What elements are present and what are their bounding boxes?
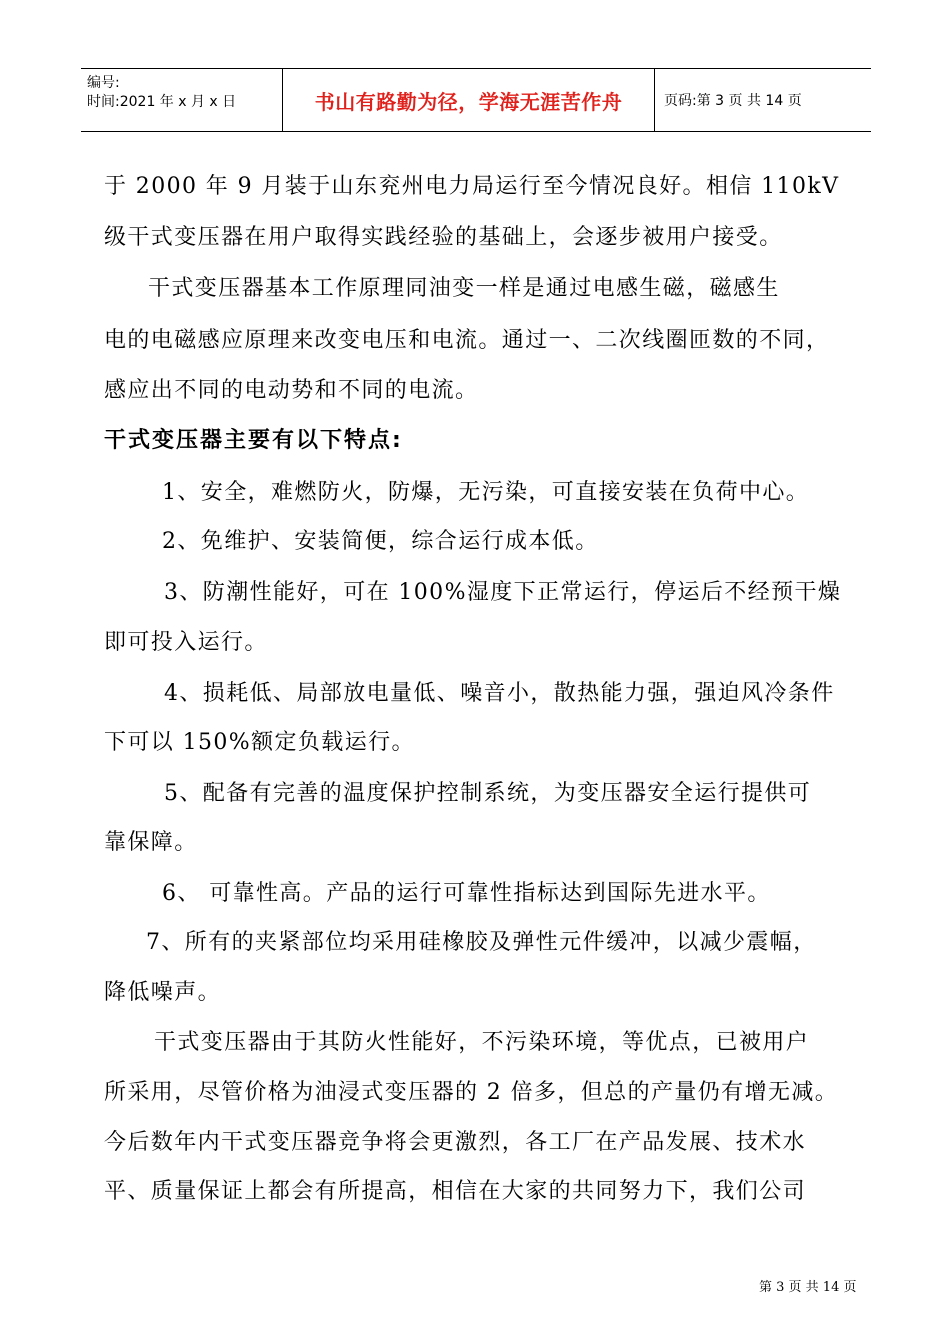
page-footer: 第 3 页 共 14 页	[759, 1280, 857, 1295]
list-item: 2、免维护、安装简便，综合运行成本低。	[162, 529, 599, 554]
text-line: 降低噪声。	[104, 980, 222, 1005]
text-line: 下可以 150%额定负载运行。	[104, 730, 415, 755]
motto-text: 书山有路勤为径，学海无涯苦作舟	[314, 89, 623, 114]
list-item: 4、损耗低、局部放电量低、噪音小，散热能力强，强迫风冷条件	[164, 681, 835, 706]
list-item: 1、安全，难燃防火，防爆，无污染，可直接安装在负荷中心。	[162, 480, 810, 505]
text-line: 干式变压器基本工作原理同油变一样是通过电感生磁，磁感生	[148, 276, 780, 301]
page-label: 页码:第 3 页 共 14 页	[664, 93, 802, 109]
date-label: 时间:2021 年 x 月 x 日	[87, 94, 237, 110]
text-line: 靠保障。	[104, 830, 198, 855]
text-line: 所采用，尽管价格为油浸式变压器的 2 倍多，但总的产量仍有增无减。	[104, 1080, 839, 1105]
list-item: 7、所有的夹紧部位均采用硅橡胶及弹性元件缓冲，以减少震幅，	[146, 930, 817, 955]
text-line: 即可投入运行。	[104, 630, 268, 655]
text-line: 干式变压器由于其防火性能好，不污染环境，等优点，已被用户	[154, 1030, 810, 1055]
header-motto	[283, 69, 655, 131]
text-line: 平、质量保证上都会有所提高，相信在大家的共同努力下，我们公司	[104, 1179, 807, 1204]
list-item: 3、防潮性能好，可在 100%湿度下正常运行，停运后不经预干燥	[164, 580, 842, 605]
header-table	[81, 68, 871, 132]
section-heading: 干式变压器主要有以下特点:	[104, 428, 403, 453]
text-line: 感应出不同的电动势和不同的电流。	[104, 378, 479, 403]
list-item: 5、配备有完善的温度保护控制系统，为变压器安全运行提供可	[164, 781, 812, 806]
number-label: 编号:	[87, 75, 120, 91]
text-line: 电的电磁感应原理来改变电压和电流。通过一、二次线圈匝数的不同，	[104, 328, 830, 353]
text-line: 今后数年内干式变压器竞争将会更激烈，各工厂在产品发展、技术水	[104, 1130, 807, 1155]
header-meta	[81, 69, 283, 131]
text-line: 于 2000 年 9 月装于山东兖州电力局运行至今情况良好。相信 110kV	[104, 174, 840, 199]
list-item: 6、 可靠性高。产品的运行可靠性指标达到国际先进水平。	[162, 881, 771, 906]
text-line: 级干式变压器在用户取得实践经验的基础上，会逐步被用户接受。	[104, 225, 783, 250]
